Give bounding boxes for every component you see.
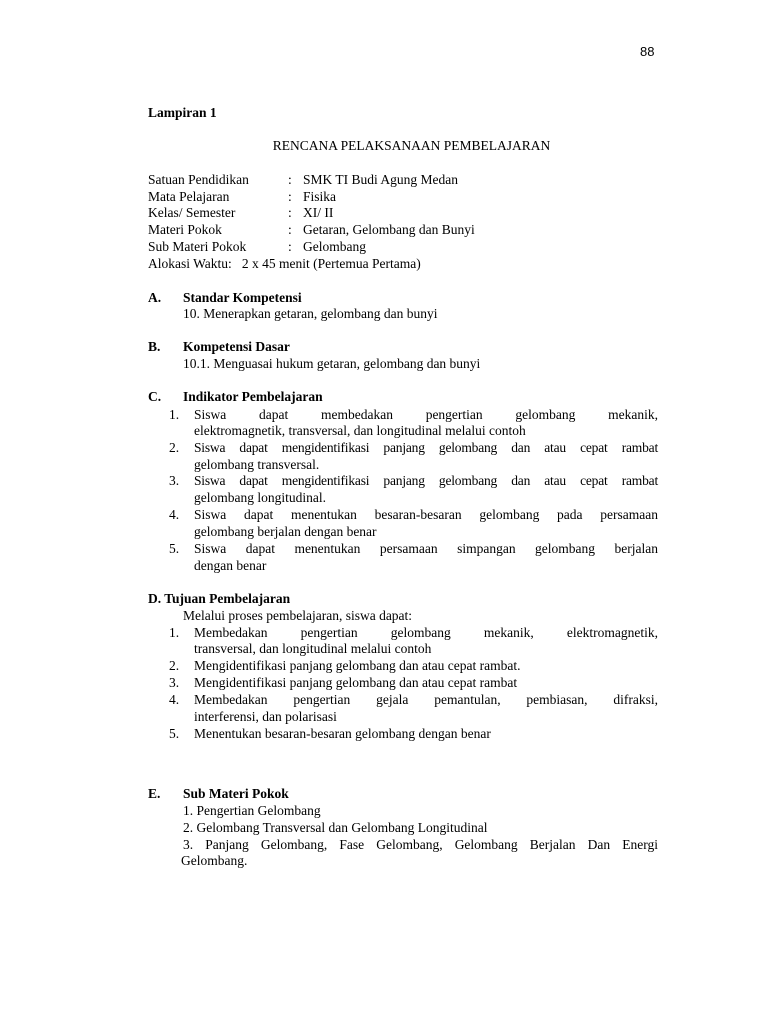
list-number: 2. [169,658,180,673]
alokasi-value: 2 x 45 menit (Pertemua Pertama) [241,256,421,271]
meta-value: XI/ II [303,205,334,220]
list-item-line: gelombang transversal. [194,457,320,472]
section-e-title: Sub Materi Pokok [183,786,289,801]
meta-label: Mata Pelajaran [148,189,230,204]
list-number: 5. [169,541,180,556]
list-item: 1. Pengertian Gelombang [183,803,321,818]
list-item-line: transversal, dan longitudinal melalui contoh [194,641,432,656]
list-item-line: gelombang longitudinal. [194,490,326,505]
list-item-line: Menentukan besaran-besaran gelombang dengan benar [194,726,491,741]
section-a-title: Standar Kompetensi [183,290,302,305]
list-item-line: Siswa dapat mengidentifikasi panjang gelombang dan atau cepat rambat [194,473,658,488]
list-item-line: Siswa dapat membedakan pengertian gelombang mekanik, [194,407,658,422]
list-item-line: elektromagnetik, transversal, dan longitudinal melalui contoh [194,423,526,438]
list-item: 2. Gelombang Transversal dan Gelombang Longitudinal [183,820,488,835]
section-c-letter: C. [148,389,162,404]
list-item-line: Membedakan pengertian gelombang mekanik, elektromagnetik, [194,625,658,640]
lampiran-label: Lampiran 1 [148,105,217,120]
page-number: 88 [640,44,655,59]
meta-value: Fisika [303,189,337,204]
list-item-continuation: Gelombang. [181,853,248,868]
list-item-line: Siswa dapat mengidentifikasi panjang gelombang dan atau cepat rambat [194,440,658,455]
alokasi-label: Alokasi Waktu: [148,256,232,271]
section-d-title: D. Tujuan Pembelajaran [148,591,291,606]
list-number: 3. [169,675,180,690]
list-item-line: Mengidentifikasi panjang gelombang dan atau cepat rambat [194,675,518,690]
meta-colon: : [288,222,292,237]
list-item-line: Mengidentifikasi panjang gelombang dan atau cepat rambat. [194,658,521,673]
list-item-line: Siswa dapat menentukan besaran-besaran gelombang pada persamaan [194,507,658,522]
list-item-line: interferensi, dan polarisasi [194,709,337,724]
meta-colon: : [288,205,292,220]
meta-label: Satuan Pendidikan [148,172,249,187]
section-c-title: Indikator Pembelajaran [183,389,323,404]
list-item-line: gelombang berjalan dengan benar [194,524,377,539]
list-item: 3. Panjang Gelombang, Fase Gelombang, Gelombang Berjalan Dan Energi [183,837,658,852]
section-b-text: 10.1. Menguasai hukum getaran, gelombang dan bunyi [183,356,481,371]
meta-row [148,172,458,188]
list-item-line: Siswa dapat menentukan persamaan simpangan gelombang berjalan [194,541,658,556]
list-number: 4. [169,507,180,522]
meta-row [148,222,475,238]
list-number: 1. [169,407,180,422]
list-number: 3. [169,473,180,488]
meta-colon: : [288,189,292,204]
meta-colon: : [288,172,292,187]
section-a-letter: A. [148,290,162,305]
section-a-text: 10. Menerapkan getaran, gelombang dan bunyi [183,306,438,321]
section-b-letter: B. [148,339,161,354]
document-title: RENCANA PELAKSANAAN PEMBELAJARAN [272,138,551,153]
meta-label: Kelas/ Semester [148,205,236,220]
meta-label: Materi Pokok [148,222,222,237]
meta-colon: : [288,239,292,254]
meta-row [148,239,366,255]
section-b-title: Kompetensi Dasar [183,339,290,354]
alokasi-row [148,256,421,272]
list-number: 1. [169,625,180,640]
list-item-line: dengan benar [194,558,267,573]
list-number: 2. [169,440,180,455]
section-e-letter: E. [148,786,161,801]
meta-value: Getaran, Gelombang dan Bunyi [303,222,475,237]
list-number: 5. [169,726,180,741]
meta-value: SMK TI Budi Agung Medan [303,172,459,187]
meta-row [148,189,336,205]
list-number: 4. [169,692,180,707]
list-item-line: Membedakan pengertian gejala pemantulan, pembiasan, difraksi, [194,692,658,707]
meta-label: Sub Materi Pokok [148,239,247,254]
meta-value: Gelombang [303,239,366,254]
meta-row [148,205,333,221]
section-d-intro: Melalui proses pembelajaran, siswa dapat: [183,608,413,623]
